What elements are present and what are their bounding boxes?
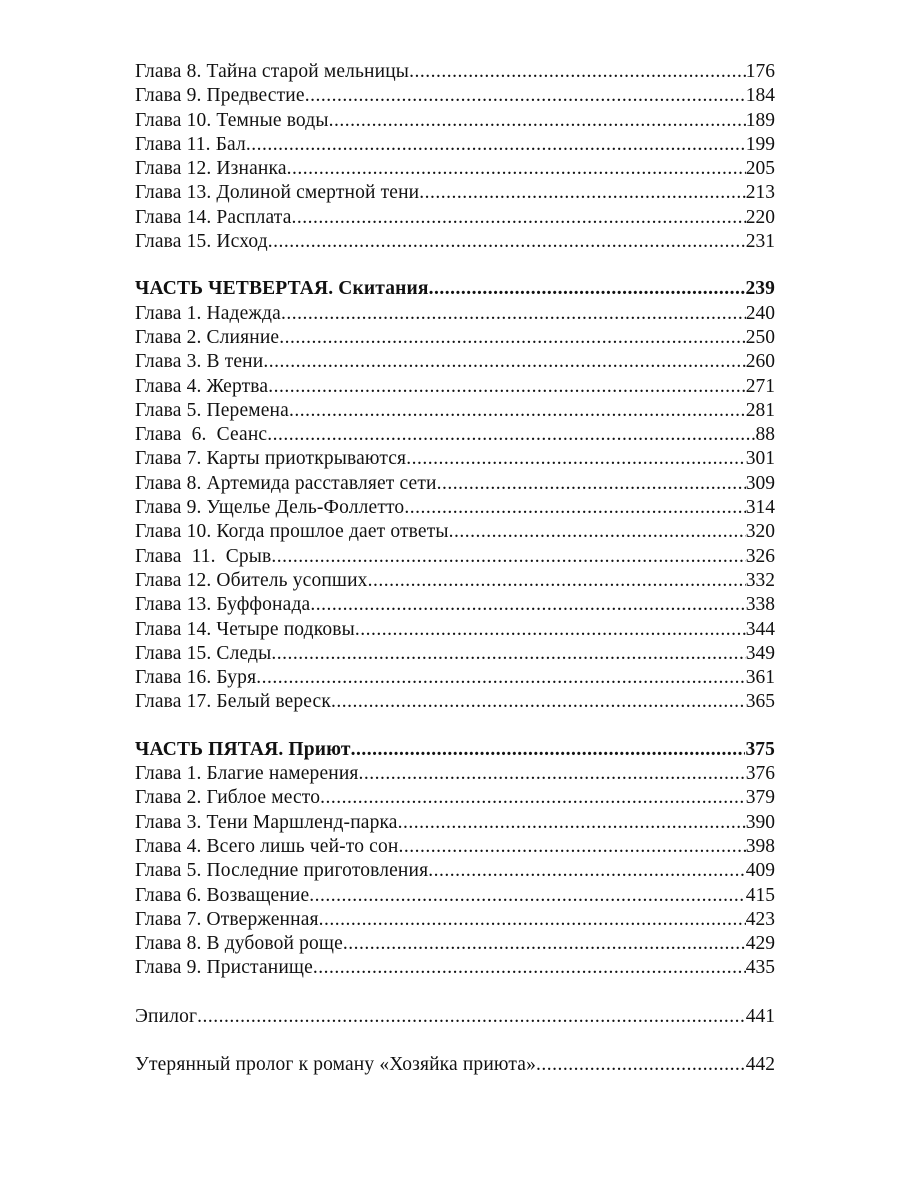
toc-entry-page: 281: [745, 399, 775, 421]
dot-leader: [267, 423, 755, 447]
toc-entry: [135, 811, 775, 835]
toc-entry-page: 338: [745, 594, 775, 616]
toc-entry: [135, 569, 775, 593]
dot-leader: [429, 277, 746, 301]
toc-entry-title: Глава 3. В тени: [135, 351, 264, 373]
dot-leader: [404, 496, 745, 520]
dot-leader: [271, 545, 745, 569]
toc-entry-title: Глава 14. Четыре подковы: [135, 618, 355, 640]
toc-entry-title: Глава 16. Буря: [135, 667, 257, 689]
toc-entry: [135, 908, 775, 932]
toc-entry-title: Глава 10. Когда прошлое дает ответы: [135, 521, 449, 543]
toc-entry-title: Глава 8. Тайна старой мельницы: [135, 61, 410, 82]
toc-entry-page: 184: [745, 85, 775, 107]
toc-entry-page: 250: [745, 326, 775, 348]
toc-entry-title: Глава 5. Последние приготовления: [135, 860, 429, 882]
toc-entry: [135, 109, 775, 133]
dot-leader: [292, 206, 746, 230]
toc-entry-page: 176: [745, 61, 775, 82]
dot-leader: [305, 84, 746, 108]
toc-entry: [135, 157, 775, 181]
toc-entry: [135, 60, 775, 84]
toc-entry-title: Глава 8. В дубовой роще: [135, 933, 343, 955]
toc-entry: [135, 642, 775, 666]
dot-leader: [406, 447, 746, 471]
toc-entry: [135, 350, 775, 374]
dot-leader: [331, 690, 746, 714]
section-spacer: [135, 981, 775, 1005]
dot-leader: [271, 642, 745, 666]
toc-entry-title: Глава 11. Срыв: [135, 545, 272, 567]
toc-entry: [135, 932, 775, 956]
toc-entry-page: 429: [745, 933, 775, 955]
toc-entry-page: 365: [745, 691, 775, 713]
toc-entry: [135, 835, 775, 859]
toc-entry-page: 398: [745, 835, 775, 857]
toc-entry-page: 332: [745, 569, 775, 591]
toc-entry-page: 415: [745, 884, 775, 906]
toc-entry-title: Глава 15. Следы: [135, 642, 272, 664]
toc-entry-title: Глава 6. Возващение: [135, 884, 310, 906]
toc-entry-page: 361: [745, 667, 775, 689]
part-heading-page: 239: [745, 278, 775, 300]
dot-leader: [287, 157, 746, 181]
toc-entry-page: 326: [745, 545, 775, 567]
dot-leader: [197, 1005, 746, 1029]
toc-entry-title: Глава 9. Пристанище: [135, 957, 313, 979]
lost-prologue-page: 442: [745, 1053, 775, 1075]
part-heading: [135, 277, 775, 301]
dot-leader: [437, 472, 746, 496]
toc-entry-page: 240: [745, 302, 775, 324]
toc-entry-title: Глава 4. Всего лишь чей-то сон: [135, 835, 399, 857]
toc-entry-page: 260: [745, 351, 775, 373]
toc-entry-title: Глава 9. Ущелье Дель-Фоллетто: [135, 497, 405, 519]
part-heading-page: 375: [745, 738, 775, 760]
toc-entry: [135, 618, 775, 642]
toc-entry: [135, 520, 775, 544]
toc-entry-title: Глава 7. Карты приоткрываются: [135, 448, 407, 470]
toc-section-part-three-tail: [135, 60, 775, 254]
toc-entry: [135, 690, 775, 714]
toc-entry: [135, 447, 775, 471]
epilogue-entry: [135, 1005, 775, 1029]
dot-leader: [449, 520, 746, 544]
part-heading-title: ЧАСТЬ ЧЕТВЕРТАЯ. Скитания: [135, 278, 429, 300]
toc-entry-title: Глава 6. Сеанс: [135, 424, 268, 446]
epilogue-page: 441: [745, 1005, 775, 1027]
dot-leader: [279, 326, 746, 350]
toc-entry-title: Глава 14. Расплата: [135, 206, 292, 228]
lost-prologue-entry: [135, 1053, 775, 1077]
toc-entry-page: 309: [745, 472, 775, 494]
toc-entry-title: Глава 13. Буффонада: [135, 594, 311, 616]
toc-section-part-four: [135, 277, 775, 714]
toc-entry-title: Глава 2. Слияние: [135, 326, 280, 348]
toc-entry-title: Глава 2. Гиблое место: [135, 787, 321, 809]
dot-leader: [289, 399, 746, 423]
dot-leader: [536, 1053, 746, 1077]
toc-entry: [135, 375, 775, 399]
toc-entry: [135, 326, 775, 350]
dot-leader: [398, 811, 746, 835]
toc-entry: [135, 84, 775, 108]
dot-leader: [313, 956, 746, 980]
table-of-contents: [135, 60, 775, 1077]
dot-leader: [355, 618, 746, 642]
toc-entry-page: 271: [745, 375, 775, 397]
part-heading-title: ЧАСТЬ ПЯТАЯ. Приют: [135, 738, 351, 760]
toc-entry-title: Глава 9. Предвестие: [135, 85, 305, 107]
dot-leader: [320, 786, 746, 810]
toc-entry-page: 301: [745, 448, 775, 470]
section-spacer: [135, 254, 775, 277]
dot-leader: [281, 302, 746, 326]
toc-entry-page: 220: [745, 206, 775, 228]
dot-leader: [256, 666, 746, 690]
toc-section-part-five: [135, 738, 775, 981]
toc-entry: [135, 399, 775, 423]
dot-leader: [343, 932, 746, 956]
dot-leader: [319, 908, 746, 932]
toc-entry-page: 213: [745, 182, 775, 204]
dot-leader: [329, 109, 746, 133]
toc-entry: [135, 302, 775, 326]
dot-leader: [419, 181, 746, 205]
toc-entry: [135, 762, 775, 786]
lost-prologue-title: Утерянный пролог к роману «Хозяйка приюта»: [135, 1053, 536, 1075]
toc-entry-page: 390: [745, 811, 775, 833]
toc-entry: [135, 666, 775, 690]
toc-entry-title: Глава 7. Отверженная: [135, 908, 319, 930]
epilogue-title: Эпилог: [135, 1005, 198, 1027]
dot-leader: [309, 884, 745, 908]
toc-entry: [135, 496, 775, 520]
toc-entry-page: 349: [745, 642, 775, 664]
toc-entry-title: Глава 13. Долиной смертной тени: [135, 182, 420, 204]
toc-entry: [135, 884, 775, 908]
toc-entry: [135, 956, 775, 980]
dot-leader: [359, 762, 746, 786]
toc-entry-page: 314: [745, 497, 775, 519]
toc-entry: [135, 230, 775, 254]
toc-entry-title: Глава 1. Надежда: [135, 302, 281, 324]
toc-entry: [135, 593, 775, 617]
toc-entry-page: 320: [745, 521, 775, 543]
toc-entry: [135, 859, 775, 883]
toc-entry-title: Глава 5. Перемена: [135, 399, 289, 421]
toc-entry-title: Глава 10. Темные воды: [135, 109, 329, 131]
toc-entry-page: 344: [745, 618, 775, 640]
toc-entry: [135, 423, 775, 447]
dot-leader: [351, 738, 746, 762]
dot-leader: [409, 60, 746, 84]
toc-entry-title: Глава 12. Обитель усопших: [135, 569, 368, 591]
dot-leader: [428, 859, 746, 883]
section-spacer: [135, 715, 775, 738]
toc-entry-page: 409: [745, 860, 775, 882]
toc-entry-title: Глава 15. Исход: [135, 231, 268, 253]
toc-entry: [135, 545, 775, 569]
toc-entry-page: 205: [745, 158, 775, 180]
toc-entry: [135, 133, 775, 157]
toc-entry-page: 379: [745, 787, 775, 809]
dot-leader: [268, 375, 746, 399]
toc-entry-page: 231: [745, 231, 775, 253]
toc-entry: [135, 206, 775, 230]
toc-entry-title: Глава 4. Жертва: [135, 375, 269, 397]
toc-entry-page: 88: [755, 424, 775, 446]
toc-entry-title: Глава 12. Изнанка: [135, 158, 287, 180]
dot-leader: [310, 593, 745, 617]
toc-entry-title: Глава 17. Белый вереск: [135, 691, 331, 713]
toc-entry-page: 435: [745, 957, 775, 979]
toc-entry: [135, 181, 775, 205]
dot-leader: [263, 350, 745, 374]
section-spacer: [135, 1029, 775, 1053]
toc-entry: [135, 472, 775, 496]
toc-entry-page: 189: [745, 109, 775, 131]
dot-leader: [268, 230, 746, 254]
toc-entry-page: 423: [745, 908, 775, 930]
toc-entry-title: Глава 1. Благие намерения: [135, 763, 359, 785]
toc-entry-title: Глава 8. Артемида расставляет сети: [135, 472, 437, 494]
toc-entry-title: Глава 11. Бал: [135, 133, 246, 155]
toc-entry-page: 376: [745, 763, 775, 785]
dot-leader: [368, 569, 746, 593]
part-heading: [135, 738, 775, 762]
toc-entry-title: Глава 3. Тени Маршленд-парка: [135, 811, 398, 833]
toc-entry: [135, 786, 775, 810]
toc-entry-page: 199: [745, 133, 775, 155]
dot-leader: [398, 835, 745, 859]
dot-leader: [246, 133, 746, 157]
